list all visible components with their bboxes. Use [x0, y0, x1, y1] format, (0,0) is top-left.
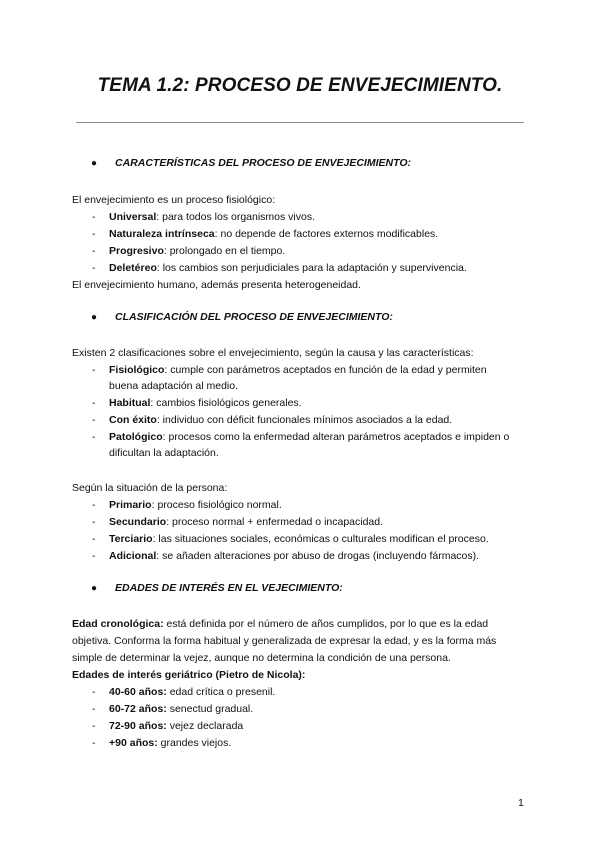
list-item-term: Secundario	[109, 516, 167, 528]
list-item-term: Habitual	[109, 397, 151, 409]
list-item-text: : los cambios son perjudiciales para la adaptación y supervivencia.	[156, 262, 467, 274]
dash-marker: -	[92, 686, 96, 698]
list-item	[92, 719, 243, 733]
list-item	[92, 532, 489, 546]
list-item-text: : para todos los organismos vivos.	[156, 211, 316, 223]
paragraph: Según la situación de la persona:	[72, 482, 228, 494]
list-item-text: edad crítica o presenil.	[166, 686, 276, 698]
paragraph: El envejecimiento humano, además presenta heterogeneidad.	[72, 279, 361, 291]
list-item	[92, 396, 302, 410]
list-item-text: : individuo con déficit funcionales mínimos asociados a la edad.	[156, 414, 453, 426]
list-item	[92, 498, 282, 512]
dash-marker: -	[92, 431, 96, 443]
list-item-continuation: dificultan la adaptación.	[109, 447, 219, 459]
list-item	[92, 736, 231, 750]
list-item-term: 40-60 años:	[109, 686, 167, 698]
list-item-term: Adicional	[109, 550, 157, 562]
dash-marker: -	[92, 397, 96, 409]
paragraph-line: objetiva. Conforma la forma habitual y generalizada de expresar la edad, y es la forma más	[72, 635, 497, 647]
list-item	[92, 363, 487, 377]
section-heading-edades	[91, 582, 343, 594]
dash-marker: -	[92, 364, 96, 376]
title-divider	[76, 122, 524, 123]
list-item-text: : procesos como la enfermedad alteran parámetros aceptados e impiden o	[162, 431, 510, 443]
list-item	[92, 227, 438, 241]
list-item	[92, 430, 509, 444]
page-title: TEMA 1.2: PROCESO DE ENVEJECIMIENTO.	[97, 75, 503, 96]
term-bold: Edad cronológica:	[72, 618, 164, 630]
dash-marker: -	[92, 737, 96, 749]
bullet-icon: ●	[91, 312, 98, 323]
list-item-text: senectud gradual.	[166, 703, 254, 715]
dash-marker: -	[92, 262, 96, 274]
dash-marker: -	[92, 550, 96, 562]
list-item-term: Terciario	[109, 533, 153, 545]
list-item-term: Universal	[109, 211, 157, 223]
paragraph-text: está definida por el número de años cumplidos, por lo que es la edad	[163, 618, 489, 630]
dash-marker: -	[92, 228, 96, 240]
list-item	[92, 210, 315, 224]
list-item-term: 72-90 años:	[109, 720, 167, 732]
list-item-text: : las situaciones sociales, económicas o culturales modifican el proceso.	[152, 533, 489, 545]
paragraph: El envejecimiento es un proceso fisiológico:	[72, 194, 276, 206]
dash-marker: -	[92, 414, 96, 426]
dash-marker: -	[92, 499, 96, 511]
list-item-term: Patológico	[109, 431, 163, 443]
list-item	[92, 515, 383, 529]
list-item-term: 60-72 años:	[109, 703, 167, 715]
dash-marker: -	[92, 720, 96, 732]
list-item-text: : proceso normal + enfermedad o incapacidad.	[166, 516, 384, 528]
list-item-term: Progresivo	[109, 245, 164, 257]
list-item	[92, 685, 275, 699]
section-heading-text: CLASIFICACIÓN DEL PROCESO DE ENVEJECIMIENTO:	[115, 311, 393, 323]
list-item	[92, 244, 285, 258]
list-item-term: +90 años:	[109, 737, 158, 749]
list-item-term: Naturaleza intrínseca	[109, 228, 215, 240]
subheading: Edades de interés geriátrico (Pietro de Nicola):	[72, 669, 306, 681]
list-item-term: Con éxito	[109, 414, 157, 426]
list-item-text: : cumple con parámetros aceptados en función de la edad y permiten	[164, 364, 487, 376]
dash-marker: -	[92, 211, 96, 223]
paragraph-line	[72, 617, 488, 631]
page-number: 1	[518, 797, 524, 809]
list-item-text: : cambios fisiológicos generales.	[150, 397, 302, 409]
dash-marker: -	[92, 245, 96, 257]
list-item-term: Deletéreo	[109, 262, 157, 274]
list-item-term: Primario	[109, 499, 152, 511]
dash-marker: -	[92, 516, 96, 528]
list-item	[92, 702, 253, 716]
list-item	[92, 413, 452, 427]
list-item-text: : proceso fisiológico normal.	[151, 499, 282, 511]
bullet-icon: ●	[91, 158, 98, 169]
dash-marker: -	[92, 533, 96, 545]
bullet-icon: ●	[91, 583, 98, 594]
list-item-term: Fisiológico	[109, 364, 165, 376]
list-item-text: grandes viejos.	[157, 737, 232, 749]
list-item-text: : prolongado en el tiempo.	[163, 245, 286, 257]
section-heading-text: EDADES DE INTERÉS EN EL VEJECIMIENTO:	[115, 582, 343, 594]
list-item-text: : no depende de factores externos modificables.	[214, 228, 439, 240]
list-item	[92, 549, 479, 563]
list-item-text: : se añaden alteraciones por abuso de drogas (incluyendo fármacos).	[156, 550, 480, 562]
list-item-continuation: buena adaptación al medio.	[109, 380, 239, 392]
section-heading-clasificacion	[91, 311, 393, 323]
section-heading-caracteristicas	[91, 157, 411, 169]
paragraph: Existen 2 clasificaciones sobre el envejecimiento, según la causa y las características:	[72, 347, 474, 359]
section-heading-text: CARACTERÍSTICAS DEL PROCESO DE ENVEJECIMIENTO:	[115, 157, 411, 169]
paragraph-line: simple de determinar la vejez, aunque no determina la condición de una persona.	[72, 652, 451, 664]
dash-marker: -	[92, 703, 96, 715]
list-item-text: vejez declarada	[166, 720, 244, 732]
list-item	[92, 261, 467, 275]
